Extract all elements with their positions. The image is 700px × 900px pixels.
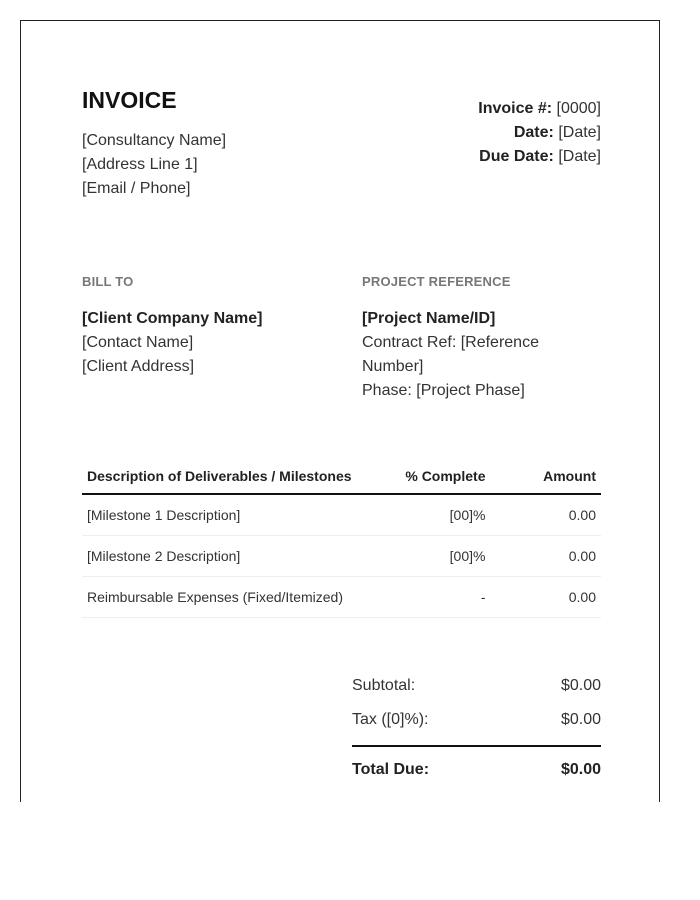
- invoice-sheet: [20, 20, 660, 802]
- client-contact: [Contact Name]: [82, 334, 194, 351]
- invoice-meta: [478, 97, 601, 169]
- invoice-date-label: Date:: [513, 124, 554, 141]
- project-reference-body: [362, 307, 562, 403]
- sender-contact: [Email / Phone]: [82, 180, 191, 197]
- project-phase: Phase: [Project Phase]: [362, 382, 525, 399]
- sender-name: [Consultancy Name]: [82, 132, 227, 149]
- project-name: [Project Name/ID]: [362, 310, 496, 327]
- tax-row: [352, 703, 601, 737]
- row-amount: 0.00: [490, 494, 601, 536]
- invoice-date-row: [478, 121, 601, 145]
- header-amount: Amount: [490, 459, 601, 494]
- invoice-number-row: [478, 97, 601, 121]
- table-row: [82, 494, 601, 536]
- totals-block: [352, 669, 601, 787]
- row-amount: 0.00: [490, 577, 601, 618]
- total-due-row: [352, 753, 601, 787]
- sender-address: [Address Line 1]: [82, 156, 198, 173]
- bill-to-label: BILL TO: [82, 274, 134, 289]
- row-amount: 0.00: [490, 536, 601, 577]
- row-description: [Milestone 1 Description]: [82, 494, 369, 536]
- tax-label: Tax ([0]%):: [352, 711, 429, 728]
- invoice-title: INVOICE: [82, 87, 177, 113]
- table-row: [82, 536, 601, 577]
- invoice-due-row: [478, 145, 601, 169]
- client-company: [Client Company Name]: [82, 310, 263, 327]
- table-header-row: [82, 459, 601, 494]
- bill-to-block: [82, 274, 322, 379]
- tax-value: $0.00: [560, 711, 601, 728]
- client-address: [Client Address]: [82, 358, 195, 375]
- row-percent: [00]%: [369, 494, 490, 536]
- project-reference-block: [362, 274, 562, 403]
- row-percent: [00]%: [369, 536, 490, 577]
- row-description: Reimbursable Expenses (Fixed/Itemized): [82, 577, 369, 618]
- line-items-table: [82, 459, 601, 618]
- totals-divider: [352, 745, 601, 747]
- row-description: [Milestone 2 Description]: [82, 536, 369, 577]
- invoice-number-value: [0000]: [556, 100, 601, 117]
- invoice-number-label: Invoice #:: [478, 100, 553, 117]
- subtotal-row: [352, 669, 601, 703]
- invoice-date-value: [Date]: [558, 124, 601, 141]
- table-row: [82, 577, 601, 618]
- subtotal-label: Subtotal:: [352, 677, 416, 694]
- bill-to-body: [82, 307, 322, 379]
- subtotal-value: $0.00: [560, 677, 601, 694]
- total-due-label: Total Due:: [352, 761, 430, 778]
- project-reference-label: PROJECT REFERENCE: [362, 274, 511, 289]
- contract-ref: Contract Ref: [Reference Number]: [362, 334, 539, 375]
- invoice-due-label: Due Date:: [479, 148, 554, 165]
- invoice-due-value: [Date]: [558, 148, 601, 165]
- invoice-content: [82, 87, 601, 778]
- header-percent: % Complete: [369, 459, 490, 494]
- total-due-value: $0.00: [560, 761, 601, 778]
- header-description: Description of Deliverables / Milestones: [82, 459, 369, 494]
- row-percent: -: [369, 577, 490, 618]
